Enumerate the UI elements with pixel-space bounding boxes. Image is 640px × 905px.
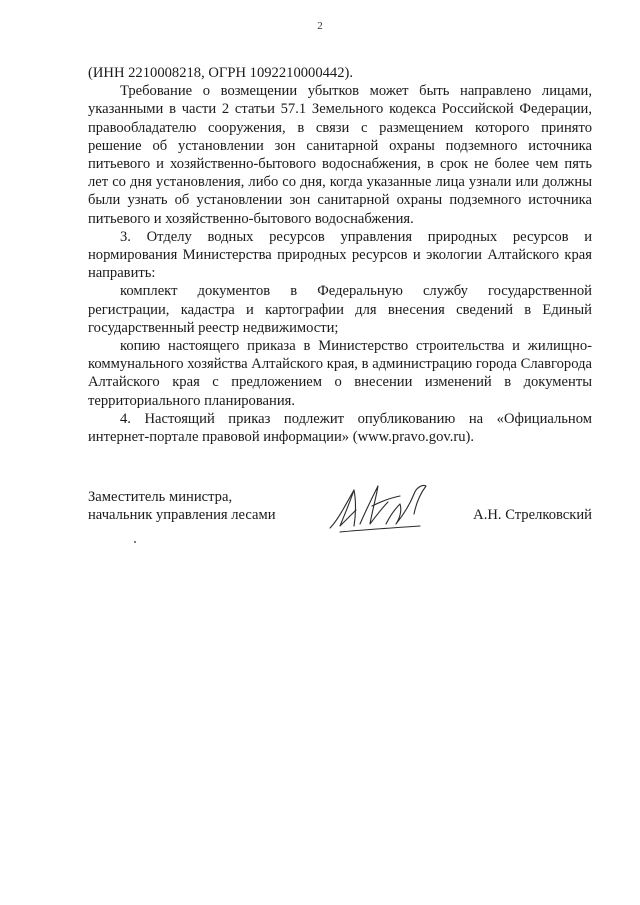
signatory-title-line1: Заместитель министра,: [88, 489, 233, 505]
paragraph-damages-claim: Требование о возмещении убытков может быть направлено лицами, указанными в части 2 статьи 57.1 Земельного кодекса Российской Федерации, правообладателю сооружения, в связи с размещением которого принято решение об установлении зон санитарной охраны подземного источника питьевого и хозяйственно-бытового водоснабжения, в срок не более чем пять лет со дня установления, либо со дня, когда указанные лица узнали или должны были узнать об установлении зон санитарной охраны подземного источника питьевого и хозяйственно-бытового водоснабжения.: [88, 83, 592, 227]
handwritten-signature-icon: [320, 480, 440, 536]
document-body: [88, 64, 592, 446]
signatory-title: [88, 488, 276, 524]
paragraph-item-4: 4. Настоящий приказ подлежит опубликованию на «Официальном интернет-портале правовой информации» (www.pravo.gov.ru).: [88, 410, 592, 446]
page-number: 2: [317, 20, 323, 32]
paragraph-inn: (ИНН 2210008218, ОГРН 1092210000442).: [88, 65, 354, 81]
signatory-name: А.Н. Стрелковский: [473, 507, 592, 523]
signature-block: [88, 488, 592, 548]
scan-speck: [134, 541, 136, 543]
signatory-title-line2: начальник управления лесами: [88, 507, 276, 523]
paragraph-item-3: 3. Отделу водных ресурсов управления природных ресурсов и нормирования Министерства природных ресурсов и экологии Алтайского края направить:: [88, 228, 592, 282]
paragraph-order-copy: копию настоящего приказа в Министерство строительства и жилищно-коммунального хозяйства Алтайского края, в администрацию города Славгорода Алтайского края с предложением о внесении изменений в документы территориального планирования.: [88, 338, 592, 409]
paragraph-documents-set: комплект документов в Федеральную службу государственной регистрации, кадастра и картографии для внесения сведений в Единый государственный реестр недвижимости;: [88, 283, 592, 336]
